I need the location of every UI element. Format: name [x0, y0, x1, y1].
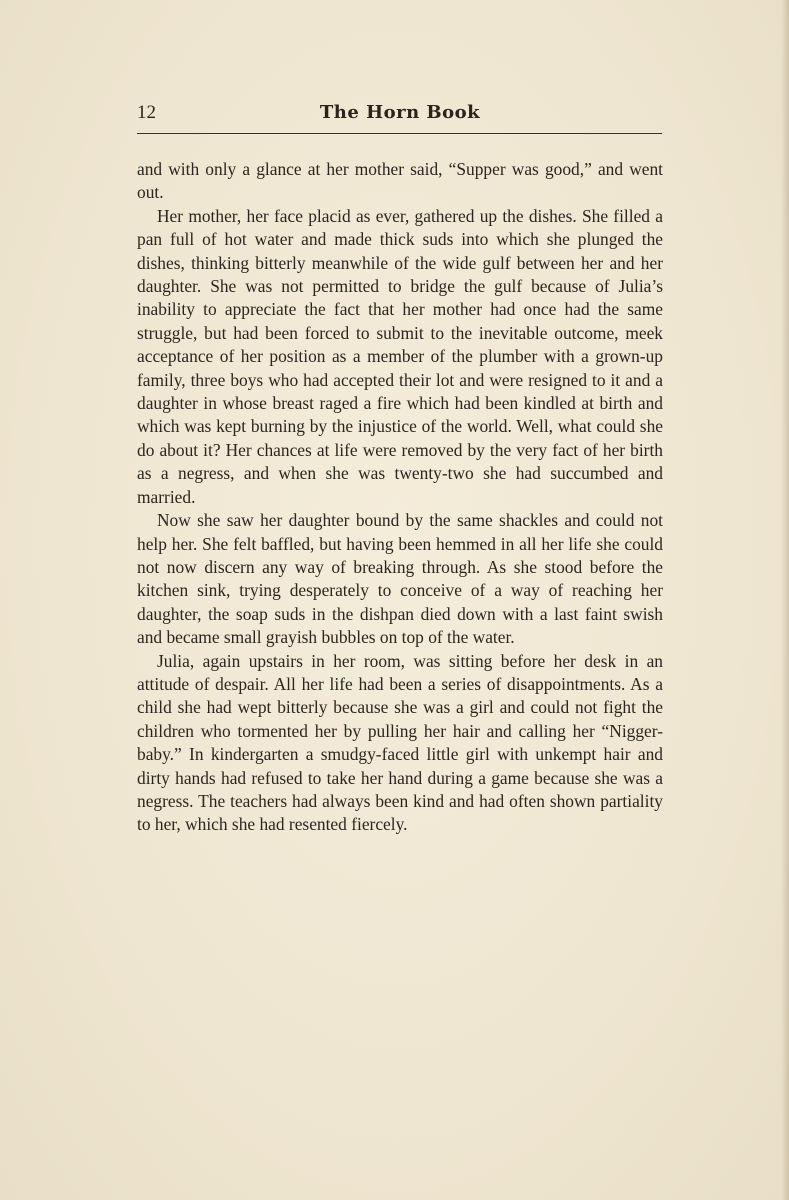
paragraph-2: Her mother, her face placid as ever, gathered up the dishes. She filled a pan full of hot water and made thick suds into which she plunged the dishes, thinking bitterly meanwhile of the wide gulf between her and her daughter. She was not permitted to bridge the gulf because of Julia’s inability to appreciate the fact that her mother had once had the same struggle, but had been forced to submit to the inevitable outcome, meek acceptance of her position as a member of the plumber with a grown-up family, three boys who had accepted their lot and were resigned to it and a daughter in whose breast raged a fire which had been kindled at birth and which was kept burning by the injustice of the world. Well, what could she do about it? Her chances at life were removed by the very fact of her birth as a negress, and when she was twenty-two she had succumbed and married.: [137, 205, 663, 507]
page-edge-shadow: [781, 0, 789, 1200]
page-header: [137, 98, 662, 130]
paragraph-4: Julia, again upstairs in her room, was sitting before her desk in an attitude of despair. All her life had been a series of disappointments. As a child she had wept bitterly because she was a girl and could not fight the children who tormented her by pulling her hair and calling her “Nigger-baby.” In kindergarten a smudgy-faced little girl with unkempt hair and dirty hands had refused to take her hand during a game because she was a negress. The teachers had always been kind and had often shown partiality to her, which she had resented fiercely.: [137, 650, 663, 835]
body-text: [137, 158, 663, 837]
paragraph-3: Now she saw her daughter bound by the same shackles and could not help her. She felt baffled, but having been hemmed in all her life she could not now discern any way of breaking through. As she stood before the kitchen sink, trying desperately to conceive of a way of reaching her daughter, the soap suds in the dishpan died down with a last faint swish and became small grayish bubbles on top of the water.: [137, 510, 663, 648]
header-rule: [137, 133, 662, 134]
running-title: The Horn Book: [319, 102, 481, 123]
page-number: 12: [137, 102, 156, 123]
paragraph-1: and with only a glance at her mother said, “Supper was good,” and went out.: [137, 159, 663, 203]
